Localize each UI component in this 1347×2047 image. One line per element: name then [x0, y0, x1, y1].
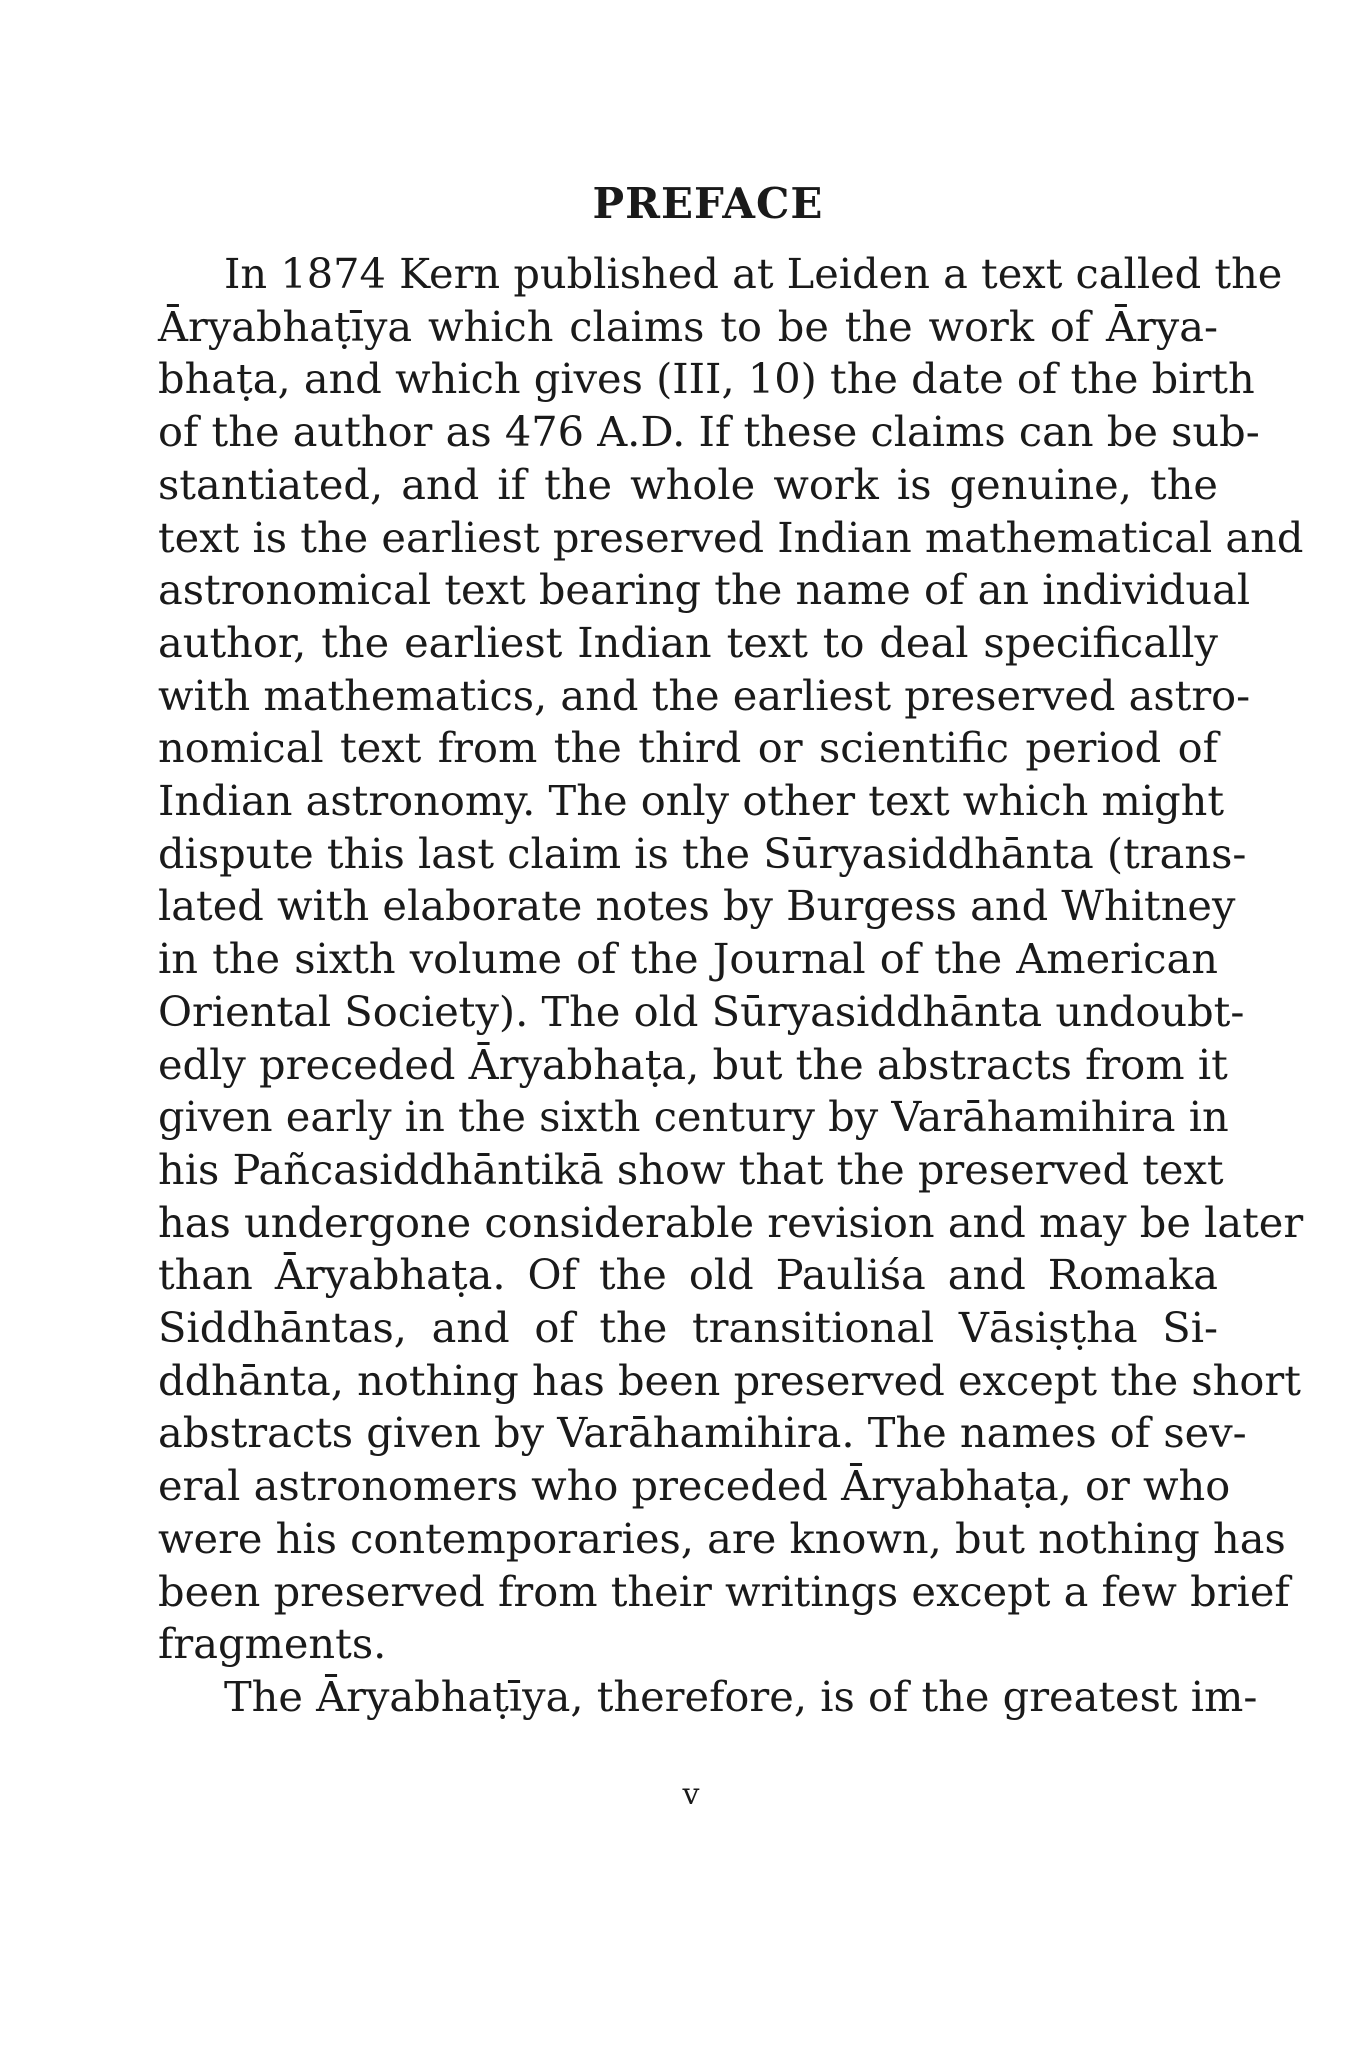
- text-line: bhaṭa, and which gives (III, 10) the date of the birth: [158, 354, 1255, 404]
- text-line: Indian astronomy. The only other text which might: [158, 776, 1225, 826]
- text-line: astronomical text bearing the name of an individual: [158, 565, 1251, 615]
- text-line: stantiated, and if the whole work is genuine, the: [158, 459, 1218, 509]
- text-line: been preserved from their writings except a few brief: [158, 1566, 1290, 1616]
- text-line: author, the earliest Indian text to deal specifically: [158, 617, 1218, 667]
- text-line: Āryabhaṭīya which claims to be the work of Ārya-: [158, 301, 1218, 351]
- text-line: has undergone considerable revision and may be later: [158, 1197, 1304, 1247]
- text-line: were his contemporaries, are known, but nothing has: [158, 1513, 1286, 1563]
- text-line: lated with elaborate notes by Burgess and Whitney: [158, 881, 1236, 931]
- paragraph-2: [158, 1671, 1258, 1724]
- text-line: abstracts given by Varāhamihira. The names of sev-: [158, 1408, 1247, 1458]
- text-line: of the author as 476 A.D. If these claims can be sub-: [158, 407, 1260, 457]
- page-body: [158, 179, 1304, 1724]
- text-line: dispute this last claim is the Sūryasiddhānta (trans-: [158, 828, 1247, 878]
- text-line: with mathematics, and the earliest preserved astro-: [158, 670, 1251, 720]
- text-line: in the sixth volume of the Journal of the American: [158, 934, 1218, 984]
- text-line: his Pañcasiddhāntikā show that the preserved text: [158, 1144, 1224, 1194]
- text-line: nomical text from the third or scientific period of: [158, 723, 1218, 773]
- text-line: fragments.: [158, 1619, 387, 1669]
- text-line: text is the earliest preserved Indian mathematical and: [158, 512, 1304, 562]
- page-number: v: [682, 1777, 700, 1812]
- page-title: PREFACE: [592, 179, 824, 228]
- text-line: In 1874 Kern published at Leiden a text called the: [224, 249, 1283, 298]
- text-line: than Āryabhaṭa. Of the old Pauliśa and Romaka: [158, 1250, 1218, 1300]
- text-line: The Āryabhaṭīya, therefore, is of the greatest im-: [224, 1671, 1258, 1721]
- text-line: Siddhāntas, and of the transitional Vāsiṣṭha Si-: [158, 1303, 1218, 1353]
- paragraph-1: [158, 248, 1304, 1671]
- text-line: ddhānta, nothing has been preserved except the short: [158, 1355, 1301, 1405]
- text-line: Oriental Society). The old Sūryasiddhānta undoubt-: [158, 986, 1245, 1036]
- text-line: edly preceded Āryabhaṭa, but the abstracts from it: [158, 1039, 1228, 1089]
- text-line: eral astronomers who preceded Āryabhaṭa, or who: [158, 1461, 1231, 1511]
- text-line: given early in the sixth century by Varāhamihira in: [158, 1092, 1229, 1142]
